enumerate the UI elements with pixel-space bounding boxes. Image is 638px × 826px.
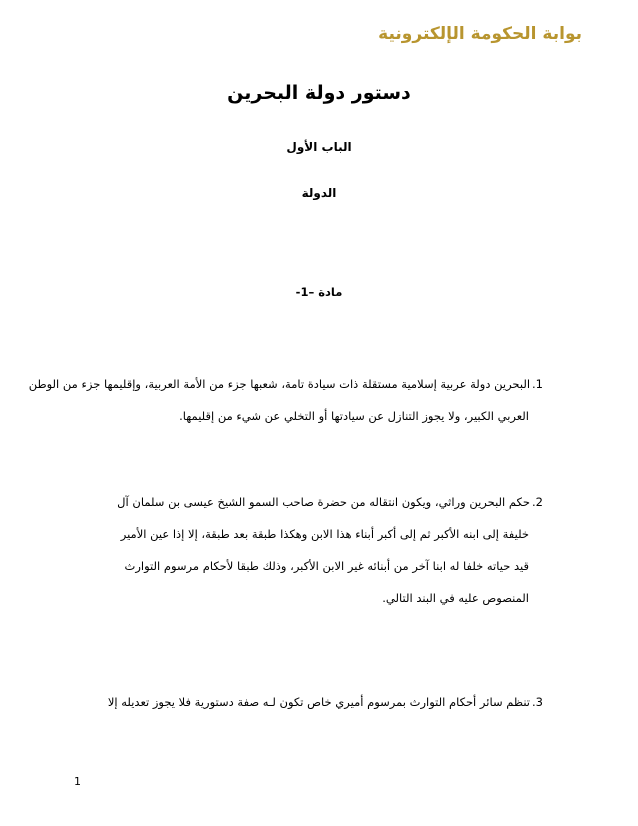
section-heading: الدولة <box>301 186 337 200</box>
paragraph-line: قيد حياته خلفا له ابنا آخر من أبنائه غير الابن الأكبر، وذلك طبقا لأحكام مرسوم التوارث <box>124 559 529 573</box>
paragraph-line: 2.حكم البحرين وراثي، ويكون انتقاله من حضرة صاحب السمو الشيخ عيسى بن سلمان آل <box>117 495 543 509</box>
paragraph-number: 2. <box>532 495 543 509</box>
egov-portal-logo <box>378 14 588 54</box>
paragraph-number: 3. <box>532 695 543 709</box>
paragraph-line: العربي الكبير، ولا يجوز التنازل عن سيادتها أو التخلي عن شيء من إقليمها. <box>179 409 529 423</box>
paragraph-line: 1.البحرين دولة عربية إسلامية مستقلة ذات سيادة تامة، شعبها جزء من الأمة العربية، وإقليمها جزء من الوطن <box>28 377 543 391</box>
paragraph-line: خليفة إلى ابنه الأكبر ثم إلى أكبر أبناء هذا الابن وهكذا طبقة بعد طبقة، إلا إذا عين الأمير <box>120 527 529 541</box>
page-number: 1 <box>74 775 81 788</box>
chapter-heading: الباب الأول <box>286 140 352 154</box>
paragraph-line: 3.تنظم سائر أحكام التوارث بمرسوم أميري خاص تكون لـه صفة دستورية فلا يجوز تعديله إلا <box>107 695 543 709</box>
paragraph-2 <box>93 486 543 614</box>
article-heading: مادة –1- <box>295 285 343 299</box>
logo-text: بوابة الحكومة الإلكترونية <box>378 24 582 44</box>
paragraph-3 <box>93 686 543 718</box>
paragraph-line: المنصوص عليه في البند التالي. <box>382 591 529 605</box>
paragraph-number: 1. <box>532 377 543 391</box>
paragraph-1 <box>28 368 543 432</box>
document-title: دستور دولة البحرين <box>227 82 411 104</box>
